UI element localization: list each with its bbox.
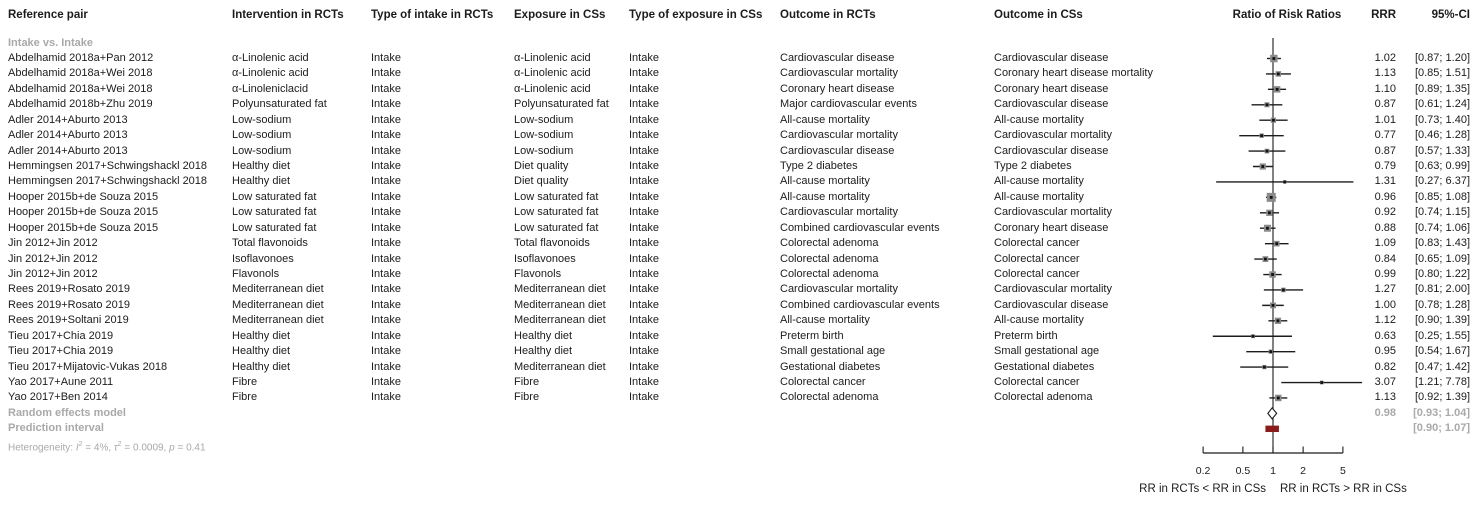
cell-exposure: α-Linolenic acid bbox=[514, 67, 591, 80]
cell-exposure: Fibre bbox=[514, 376, 540, 389]
cell-type-exposure: Intake bbox=[629, 82, 659, 95]
cell-ci: [0.74; 1.06] bbox=[1414, 221, 1470, 234]
cell-intervention: Healthy diet bbox=[232, 175, 291, 188]
cell-outcome-rcts: Colorectal adenoma bbox=[780, 268, 879, 281]
cell-exposure: Diet quality bbox=[514, 175, 569, 188]
cell-outcome-rcts: Colorectal adenoma bbox=[780, 391, 879, 404]
cell-reference: Abdelhamid 2018a+Wei 2018 bbox=[8, 67, 153, 80]
cell-rrr: 1.31 bbox=[1374, 175, 1396, 188]
cell-type-exposure: Intake bbox=[629, 314, 659, 327]
point-estimate bbox=[1266, 150, 1269, 153]
cell-outcome-rcts: Major cardiovascular events bbox=[780, 98, 917, 111]
cell-rrr: 0.77 bbox=[1374, 129, 1396, 142]
x-axis-tick-label: 2 bbox=[1300, 465, 1307, 477]
cell-type-exposure: Intake bbox=[629, 98, 659, 111]
cell-rrr: 1.27 bbox=[1374, 283, 1396, 296]
cell-reference: Hooper 2015b+de Souza 2015 bbox=[8, 221, 159, 234]
cell-ci: [0.87; 1.20] bbox=[1414, 52, 1470, 64]
cell-type-intake: Intake bbox=[371, 252, 401, 265]
cell-outcome-rcts: Cardiovascular mortality bbox=[780, 283, 898, 296]
cell-intervention: α-Linolenic acid bbox=[232, 67, 309, 80]
point-estimate bbox=[1261, 165, 1264, 168]
cell-reference: Yao 2017+Ben 2014 bbox=[8, 391, 108, 404]
cell-type-intake: Intake bbox=[371, 98, 401, 111]
cell-ci: [0.63; 0.99] bbox=[1414, 160, 1470, 172]
cell-ci: [0.85; 1.08] bbox=[1414, 190, 1470, 203]
cell-intervention: Mediterranean diet bbox=[232, 283, 324, 296]
cell-intervention: Mediterranean diet bbox=[232, 298, 324, 311]
column-header-type-intake: Type of intake in RCTs bbox=[371, 9, 494, 21]
cell-type-intake: Intake bbox=[371, 268, 401, 281]
random-effects-ci: [0.93; 1.04] bbox=[1413, 406, 1470, 419]
cell-intervention: Low saturated fat bbox=[232, 206, 317, 219]
cell-ci: [0.57; 1.33] bbox=[1414, 144, 1470, 157]
cell-reference: Jin 2012+Jin 2012 bbox=[8, 268, 98, 281]
cell-rrr: 0.87 bbox=[1374, 98, 1396, 111]
cell-rrr: 1.13 bbox=[1374, 67, 1396, 80]
cell-rrr: 0.63 bbox=[1374, 329, 1396, 342]
cell-type-exposure: Intake bbox=[629, 237, 659, 250]
cell-exposure: Total flavonoids bbox=[514, 237, 590, 250]
cell-rrr: 1.01 bbox=[1374, 113, 1396, 126]
cell-rrr: 0.84 bbox=[1374, 252, 1396, 265]
cell-exposure: Mediterranean diet bbox=[514, 283, 606, 296]
cell-type-exposure: Intake bbox=[629, 376, 659, 389]
cell-outcome-css: Colorectal cancer bbox=[994, 252, 1080, 265]
column-header-intervention: Intervention in RCTs bbox=[232, 9, 344, 21]
cell-type-exposure: Intake bbox=[629, 144, 659, 157]
cell-outcome-css: Cardiovascular disease bbox=[994, 298, 1109, 311]
cell-rrr: 1.09 bbox=[1374, 237, 1396, 250]
cell-rrr: 1.00 bbox=[1374, 298, 1396, 311]
cell-ci: [0.78; 1.28] bbox=[1414, 298, 1470, 311]
cell-reference: Abdelhamid 2018b+Zhu 2019 bbox=[8, 98, 153, 111]
cell-ci: [0.80; 1.22] bbox=[1414, 268, 1470, 281]
cell-outcome-rcts: All-cause mortality bbox=[780, 190, 870, 203]
point-estimate bbox=[1266, 227, 1269, 230]
cell-type-intake: Intake bbox=[371, 129, 401, 142]
x-axis-tick-label: 0.5 bbox=[1235, 465, 1251, 477]
cell-outcome-css: Cardiovascular disease bbox=[994, 52, 1109, 64]
cell-rrr: 0.82 bbox=[1374, 360, 1396, 373]
cell-outcome-css: Colorectal cancer bbox=[994, 268, 1080, 281]
cell-ci: [0.25; 1.55] bbox=[1414, 329, 1470, 342]
cell-type-exposure: Intake bbox=[629, 52, 659, 64]
point-estimate bbox=[1272, 304, 1275, 307]
cell-outcome-rcts: Combined cardiovascular events bbox=[780, 298, 940, 311]
cell-intervention: Low-sodium bbox=[232, 113, 292, 126]
cell-type-exposure: Intake bbox=[629, 221, 659, 234]
cell-rrr: 0.95 bbox=[1374, 345, 1396, 358]
cell-outcome-css: Coronary heart disease bbox=[994, 82, 1109, 95]
cell-intervention: Low saturated fat bbox=[232, 190, 317, 203]
cell-type-exposure: Intake bbox=[629, 298, 659, 311]
cell-exposure: Flavonols bbox=[514, 268, 562, 281]
point-estimate bbox=[1283, 181, 1286, 184]
cell-intervention: α-Linoleniclacid bbox=[232, 82, 309, 95]
column-header-rrr: RRR bbox=[1371, 9, 1396, 21]
cell-intervention: Low-sodium bbox=[232, 129, 292, 142]
cell-reference: Hemmingsen 2017+Schwingshackl 2018 bbox=[8, 175, 208, 188]
group-label: Intake vs. Intake bbox=[8, 36, 93, 49]
column-header-exposure: Exposure in CSs bbox=[514, 9, 606, 21]
cell-rrr: 0.99 bbox=[1374, 268, 1396, 281]
cell-rrr: 1.13 bbox=[1374, 391, 1396, 404]
cell-type-exposure: Intake bbox=[629, 345, 659, 358]
cell-type-exposure: Intake bbox=[629, 283, 659, 296]
point-estimate bbox=[1320, 381, 1323, 384]
cell-type-intake: Intake bbox=[371, 160, 401, 172]
point-estimate bbox=[1277, 73, 1280, 76]
cell-type-exposure: Intake bbox=[629, 175, 659, 188]
cell-outcome-css: All-cause mortality bbox=[994, 314, 1084, 327]
cell-exposure: α-Linolenic acid bbox=[514, 82, 591, 95]
cell-intervention: Fibre bbox=[232, 391, 258, 404]
cell-exposure: Low saturated fat bbox=[514, 206, 599, 219]
cell-reference: Adler 2014+Aburto 2013 bbox=[8, 144, 128, 157]
cell-ci: [0.65; 1.09] bbox=[1414, 252, 1470, 265]
x-axis-tick-label: 5 bbox=[1339, 465, 1346, 477]
cell-reference: Tieu 2017+Mijatovic-Vukas 2018 bbox=[8, 360, 168, 373]
point-estimate bbox=[1277, 397, 1280, 400]
cell-exposure: Healthy diet bbox=[514, 329, 573, 342]
cell-outcome-css: All-cause mortality bbox=[994, 175, 1084, 188]
cell-type-intake: Intake bbox=[371, 391, 401, 404]
cell-ci: [0.92; 1.39] bbox=[1414, 391, 1470, 404]
cell-reference: Rees 2019+Soltani 2019 bbox=[8, 314, 129, 327]
cell-outcome-css: Cardiovascular disease bbox=[994, 144, 1109, 157]
cell-outcome-css: Cardiovascular mortality bbox=[994, 206, 1112, 219]
cell-type-intake: Intake bbox=[371, 144, 401, 157]
cell-intervention: Isoflavonoes bbox=[232, 252, 294, 265]
cell-outcome-css: Coronary heart disease bbox=[994, 221, 1109, 234]
cell-type-exposure: Intake bbox=[629, 190, 659, 203]
cell-outcome-rcts: Coronary heart disease bbox=[780, 82, 895, 95]
cell-rrr: 0.79 bbox=[1374, 160, 1396, 172]
cell-ci: [0.47; 1.42] bbox=[1414, 360, 1470, 373]
prediction-interval-ci: [0.90; 1.07] bbox=[1413, 422, 1470, 435]
cell-ci: [0.74; 1.15] bbox=[1414, 206, 1470, 219]
cell-outcome-css: Coronary heart disease mortality bbox=[994, 67, 1153, 80]
cell-rrr: 1.12 bbox=[1374, 314, 1396, 327]
cell-type-exposure: Intake bbox=[629, 391, 659, 404]
cell-type-exposure: Intake bbox=[629, 360, 659, 373]
cell-ci: [1.21; 7.78] bbox=[1414, 376, 1470, 389]
cell-exposure: Low saturated fat bbox=[514, 221, 599, 234]
cell-reference: Hemmingsen 2017+Schwingshackl 2018 bbox=[8, 160, 208, 172]
random-effects-diamond bbox=[1268, 408, 1277, 419]
cell-type-intake: Intake bbox=[371, 314, 401, 327]
cell-type-intake: Intake bbox=[371, 298, 401, 311]
cell-outcome-rcts: All-cause mortality bbox=[780, 175, 870, 188]
cell-outcome-rcts: Cardiovascular disease bbox=[780, 144, 895, 157]
cell-outcome-rcts: Colorectal adenoma bbox=[780, 252, 879, 265]
x-axis-tick-label: 0.2 bbox=[1195, 465, 1211, 477]
cell-rrr: 0.92 bbox=[1374, 206, 1396, 219]
cell-type-intake: Intake bbox=[371, 82, 401, 95]
cell-outcome-rcts: Cardiovascular mortality bbox=[780, 129, 898, 142]
cell-outcome-rcts: Cardiovascular mortality bbox=[780, 67, 898, 80]
cell-type-intake: Intake bbox=[371, 52, 401, 64]
point-estimate bbox=[1270, 196, 1273, 199]
cell-intervention: Flavonols bbox=[232, 268, 280, 281]
x-axis-tick-label: 1 bbox=[1270, 465, 1276, 477]
cell-rrr: 3.07 bbox=[1374, 376, 1396, 389]
cell-intervention: Low saturated fat bbox=[232, 221, 317, 234]
axis-label-left: RR in RCTs < RR in CSs bbox=[1139, 483, 1266, 495]
cell-type-intake: Intake bbox=[371, 237, 401, 250]
cell-outcome-css: Cardiovascular disease bbox=[994, 98, 1109, 111]
cell-intervention: Fibre bbox=[232, 376, 258, 389]
cell-reference: Tieu 2017+Chia 2019 bbox=[8, 329, 114, 342]
cell-intervention: Healthy diet bbox=[232, 329, 291, 342]
cell-reference: Hooper 2015b+de Souza 2015 bbox=[8, 206, 159, 219]
cell-type-intake: Intake bbox=[371, 376, 401, 389]
cell-outcome-css: Colorectal cancer bbox=[994, 237, 1080, 250]
cell-reference: Yao 2017+Aune 2011 bbox=[8, 376, 114, 389]
point-estimate bbox=[1276, 88, 1279, 91]
cell-rrr: 0.87 bbox=[1374, 144, 1396, 157]
cell-outcome-rcts: Gestational diabetes bbox=[780, 360, 881, 373]
cell-reference: Tieu 2017+Chia 2019 bbox=[8, 345, 114, 358]
cell-exposure: Mediterranean diet bbox=[514, 360, 606, 373]
cell-type-exposure: Intake bbox=[629, 329, 659, 342]
cell-outcome-css: Cardiovascular mortality bbox=[994, 283, 1112, 296]
cell-exposure: Isoflavonoes bbox=[514, 252, 576, 265]
cell-reference: Adler 2014+Aburto 2013 bbox=[8, 129, 128, 142]
column-header-reference: Reference pair bbox=[8, 9, 88, 21]
cell-intervention: Low-sodium bbox=[232, 144, 292, 157]
cell-reference: Rees 2019+Rosato 2019 bbox=[8, 283, 131, 296]
cell-outcome-rcts: Cardiovascular disease bbox=[780, 52, 895, 64]
point-estimate bbox=[1282, 289, 1285, 292]
cell-reference: Abdelhamid 2018a+Wei 2018 bbox=[8, 82, 153, 95]
point-estimate bbox=[1268, 211, 1271, 214]
cell-outcome-rcts: All-cause mortality bbox=[780, 314, 870, 327]
cell-outcome-css: Type 2 diabetes bbox=[994, 160, 1072, 172]
cell-ci: [0.54; 1.67] bbox=[1414, 345, 1470, 358]
prediction-interval-bar bbox=[1265, 426, 1279, 432]
cell-exposure: α-Linolenic acid bbox=[514, 52, 591, 64]
point-estimate bbox=[1275, 242, 1278, 245]
point-estimate bbox=[1269, 350, 1272, 353]
cell-reference: Adler 2014+Aburto 2013 bbox=[8, 113, 128, 126]
cell-type-intake: Intake bbox=[371, 329, 401, 342]
cell-exposure: Mediterranean diet bbox=[514, 314, 606, 327]
point-estimate bbox=[1272, 119, 1275, 122]
cell-intervention: Mediterranean diet bbox=[232, 314, 324, 327]
cell-intervention: Healthy diet bbox=[232, 160, 291, 172]
cell-rrr: 1.02 bbox=[1374, 52, 1396, 64]
column-header-ci: 95%-CI bbox=[1431, 9, 1470, 21]
cell-ci: [0.89; 1.35] bbox=[1414, 82, 1470, 95]
cell-outcome-css: Colorectal cancer bbox=[994, 376, 1080, 389]
column-header-outcome-rcts: Outcome in RCTs bbox=[780, 9, 876, 21]
point-estimate bbox=[1271, 273, 1274, 276]
cell-ci: [0.81; 2.00] bbox=[1414, 283, 1470, 296]
cell-type-exposure: Intake bbox=[629, 268, 659, 281]
cell-outcome-css: Colorectal adenoma bbox=[994, 391, 1093, 404]
point-estimate bbox=[1263, 366, 1266, 369]
cell-intervention: Healthy diet bbox=[232, 345, 291, 358]
axis-label-right: RR in RCTs > RR in CSs bbox=[1280, 483, 1407, 495]
cell-reference: Jin 2012+Jin 2012 bbox=[8, 252, 98, 265]
heterogeneity-text: Heterogeneity: $I^2 = 4\%$, $\tau^2 = 0.0009$, p = 0.41 bbox=[8, 440, 206, 454]
cell-type-intake: Intake bbox=[371, 221, 401, 234]
cell-outcome-css: Gestational diabetes bbox=[994, 360, 1095, 373]
cell-outcome-css: All-cause mortality bbox=[994, 190, 1084, 203]
cell-type-intake: Intake bbox=[371, 360, 401, 373]
point-estimate bbox=[1252, 335, 1255, 338]
cell-type-exposure: Intake bbox=[629, 67, 659, 80]
cell-outcome-rcts: Colorectal adenoma bbox=[780, 237, 879, 250]
cell-type-exposure: Intake bbox=[629, 113, 659, 126]
cell-intervention: Polyunsaturated fat bbox=[232, 98, 327, 111]
cell-type-intake: Intake bbox=[371, 345, 401, 358]
cell-ci: [0.27; 6.37] bbox=[1414, 175, 1470, 188]
cell-outcome-rcts: Preterm birth bbox=[780, 329, 844, 342]
cell-intervention: α-Linolenic acid bbox=[232, 52, 309, 64]
cell-exposure: Low saturated fat bbox=[514, 190, 599, 203]
cell-type-intake: Intake bbox=[371, 190, 401, 203]
cell-exposure: Polyunsaturated fat bbox=[514, 98, 609, 111]
cell-ci: [0.90; 1.39] bbox=[1414, 314, 1470, 327]
cell-outcome-rcts: Cardiovascular mortality bbox=[780, 206, 898, 219]
point-estimate bbox=[1266, 103, 1269, 106]
point-estimate bbox=[1277, 319, 1280, 322]
cell-outcome-rcts: All-cause mortality bbox=[780, 113, 870, 126]
column-header-outcome-css: Outcome in CSs bbox=[994, 9, 1083, 21]
column-header-plot: Ratio of Risk Ratios bbox=[1232, 9, 1342, 21]
cell-ci: [0.61; 1.24] bbox=[1414, 98, 1470, 111]
prediction-interval-label: Prediction interval bbox=[8, 422, 104, 435]
cell-reference: Rees 2019+Rosato 2019 bbox=[8, 298, 131, 311]
cell-reference: Abdelhamid 2018a+Pan 2012 bbox=[8, 52, 154, 64]
cell-type-exposure: Intake bbox=[629, 129, 659, 142]
random-effects-label: Random effects model bbox=[8, 406, 126, 419]
column-header-type-exposure: Type of exposure in CSs bbox=[629, 9, 763, 21]
cell-exposure: Low-sodium bbox=[514, 113, 574, 126]
cell-type-exposure: Intake bbox=[629, 252, 659, 265]
point-estimate bbox=[1272, 57, 1275, 60]
cell-ci: [0.46; 1.28] bbox=[1414, 129, 1470, 142]
cell-type-exposure: Intake bbox=[629, 206, 659, 219]
cell-exposure: Fibre bbox=[514, 391, 540, 404]
cell-type-intake: Intake bbox=[371, 206, 401, 219]
cell-reference: Jin 2012+Jin 2012 bbox=[8, 237, 98, 250]
cell-exposure: Low-sodium bbox=[514, 129, 574, 142]
cell-type-intake: Intake bbox=[371, 67, 401, 80]
cell-rrr: 0.96 bbox=[1374, 190, 1396, 203]
cell-reference: Hooper 2015b+de Souza 2015 bbox=[8, 190, 159, 203]
cell-outcome-rcts: Small gestational age bbox=[780, 345, 886, 358]
cell-type-intake: Intake bbox=[371, 283, 401, 296]
cell-rrr: 1.10 bbox=[1374, 82, 1396, 95]
cell-outcome-css: Small gestational age bbox=[994, 345, 1100, 358]
cell-outcome-rcts: Type 2 diabetes bbox=[780, 160, 858, 172]
cell-ci: [0.85; 1.51] bbox=[1414, 67, 1470, 80]
cell-type-intake: Intake bbox=[371, 113, 401, 126]
cell-type-intake: Intake bbox=[371, 175, 401, 188]
cell-ci: [0.73; 1.40] bbox=[1414, 113, 1470, 126]
cell-intervention: Total flavonoids bbox=[232, 237, 308, 250]
cell-rrr: 0.88 bbox=[1374, 221, 1396, 234]
cell-outcome-css: All-cause mortality bbox=[994, 113, 1084, 126]
random-effects-rrr: 0.98 bbox=[1374, 406, 1396, 419]
cell-exposure: Diet quality bbox=[514, 160, 569, 172]
cell-outcome-rcts: Colorectal cancer bbox=[780, 376, 866, 389]
point-estimate bbox=[1264, 258, 1267, 261]
cell-outcome-rcts: Combined cardiovascular events bbox=[780, 221, 940, 234]
cell-outcome-css: Cardiovascular mortality bbox=[994, 129, 1112, 142]
point-estimate bbox=[1260, 134, 1263, 137]
cell-ci: [0.83; 1.43] bbox=[1414, 237, 1470, 250]
cell-exposure: Mediterranean diet bbox=[514, 298, 606, 311]
cell-type-exposure: Intake bbox=[629, 160, 659, 172]
cell-exposure: Healthy diet bbox=[514, 345, 573, 358]
cell-exposure: Low-sodium bbox=[514, 144, 574, 157]
cell-outcome-css: Preterm birth bbox=[994, 329, 1058, 342]
cell-intervention: Healthy diet bbox=[232, 360, 291, 373]
